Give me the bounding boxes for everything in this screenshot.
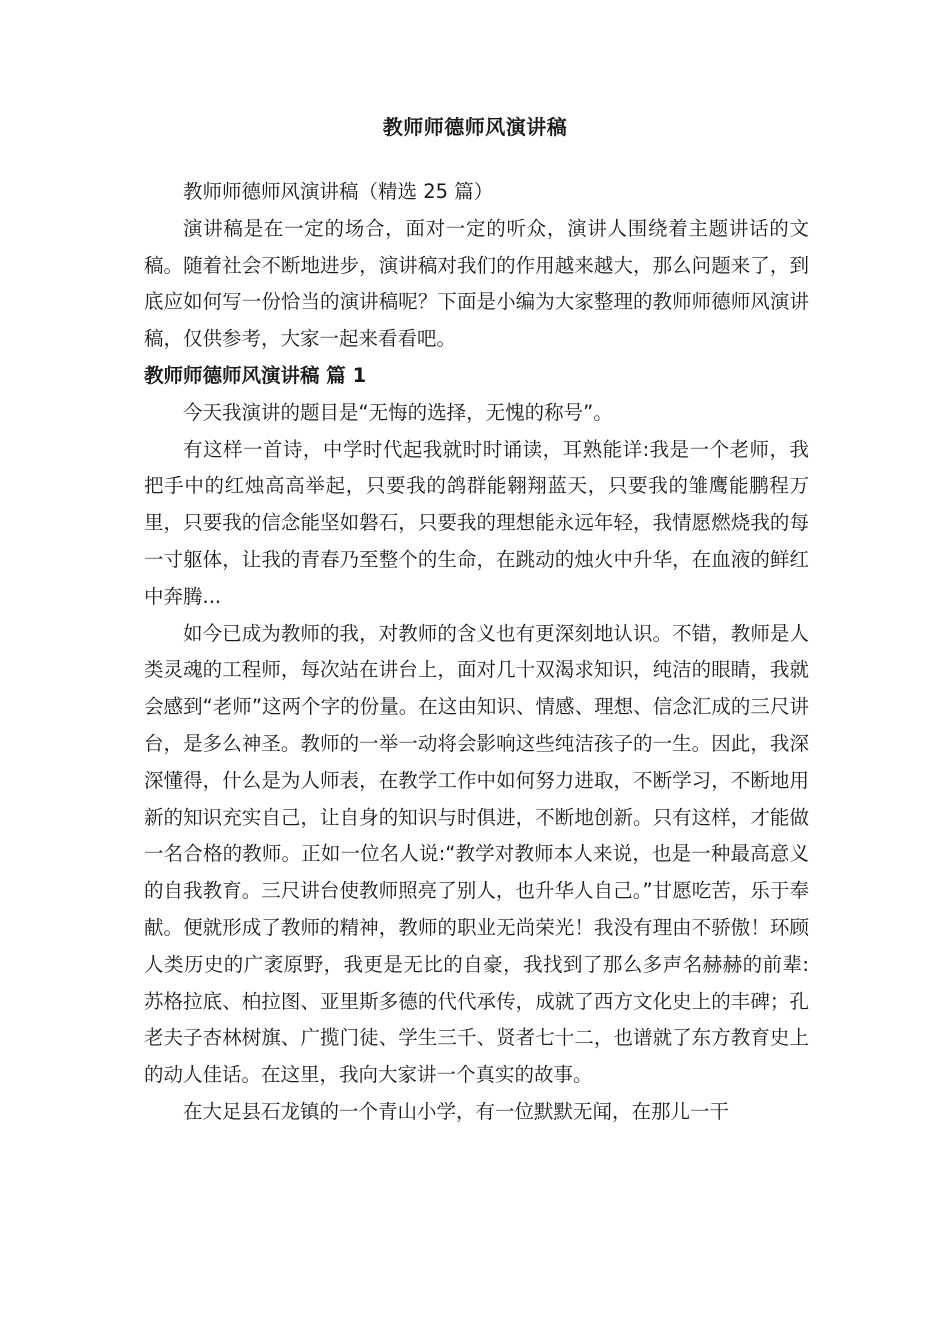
- body-paragraph: 在大足县石龙镇的一个青山小学，有一位默默无闻，在那儿一干: [183, 1099, 730, 1123]
- body-paragraph: 今天我演讲的题目是“无悔的选择，无愧的称号”。: [183, 400, 613, 424]
- document-title: 教师师德师风演讲稿: [382, 115, 568, 139]
- subtitle-paragraph: 教师师德师风演讲稿（精选 25 篇）: [183, 180, 494, 203]
- section-heading: 教师师德师风演讲稿 篇 1: [144, 363, 367, 387]
- body-paragraph: 有这样一首诗，中学时代起我就时时诵读，耳熟能详:我是一个老师，我把手中的红烛高高举起，只要我的鸽群能翱翔蓝天，只要我的雏鹰能鹏程万里，只要我的信念能坚如磐石，只要我的理想能永远年轻，我情愿燃烧我的每一寸躯体，让我的青春乃至整个的生命，在跳动的烛火中升华，在血液的鲜红中奔腾...: [144, 437, 809, 608]
- document-body: [144, 174, 809, 1131]
- intro-paragraph: 演讲稿是在一定的场合，面对一定的听众，演讲人围绕着主题讲话的文稿。随着社会不断地进步，演讲稿对我们的作用越来越大，那么问题来了，到底应如何写一份恰当的演讲稿呢？下面是小编为大家整理的教师师德师风演讲稿，仅供参考，大家一起来看看吧。: [144, 216, 809, 351]
- body-paragraph: 如今已成为教师的我，对教师的含义也有更深刻地认识。不错，教师是人类灵魂的工程师，每次站在讲台上，面对几十双渴求知识，纯洁的眼睛，我就会感到“老师”这两个字的份量。在这由知识、情感、理想、信念汇成的三尺讲台，是多么神圣。教师的一举一动将会影响这些纯洁孩子的一生。因此，我深深懂得，什么是为人师表，在教学工作中如何努力进取，不断学习，不断地用新的知识充实自己，让自身的知识与时俱进，不断地创新。只有这样，才能做一名合格的教师。正如一位名人说:“教学对教师本人来说，也是一种最高意义的自我教育。三尺讲台使教师照亮了别人，也升华人自己。”甘愿吃苦，乐于奉献。便就形成了教师的精神，教师的职业无尚荣光！我没有理由不骄傲！环顾人类历史的广袤原野，我更是无比的自豪，我找到了那么多声名赫赫的前辈:苏格拉底、柏拉图、亚里斯多德的代代承传，成就了西方文化史上的丰碑；孔老夫子杏林树旗、广揽门徒、学生三千、贤者七十二，也谱就了东方教育史上的动人佳话。在这里，我向大家讲一个真实的故事。: [144, 621, 809, 1087]
